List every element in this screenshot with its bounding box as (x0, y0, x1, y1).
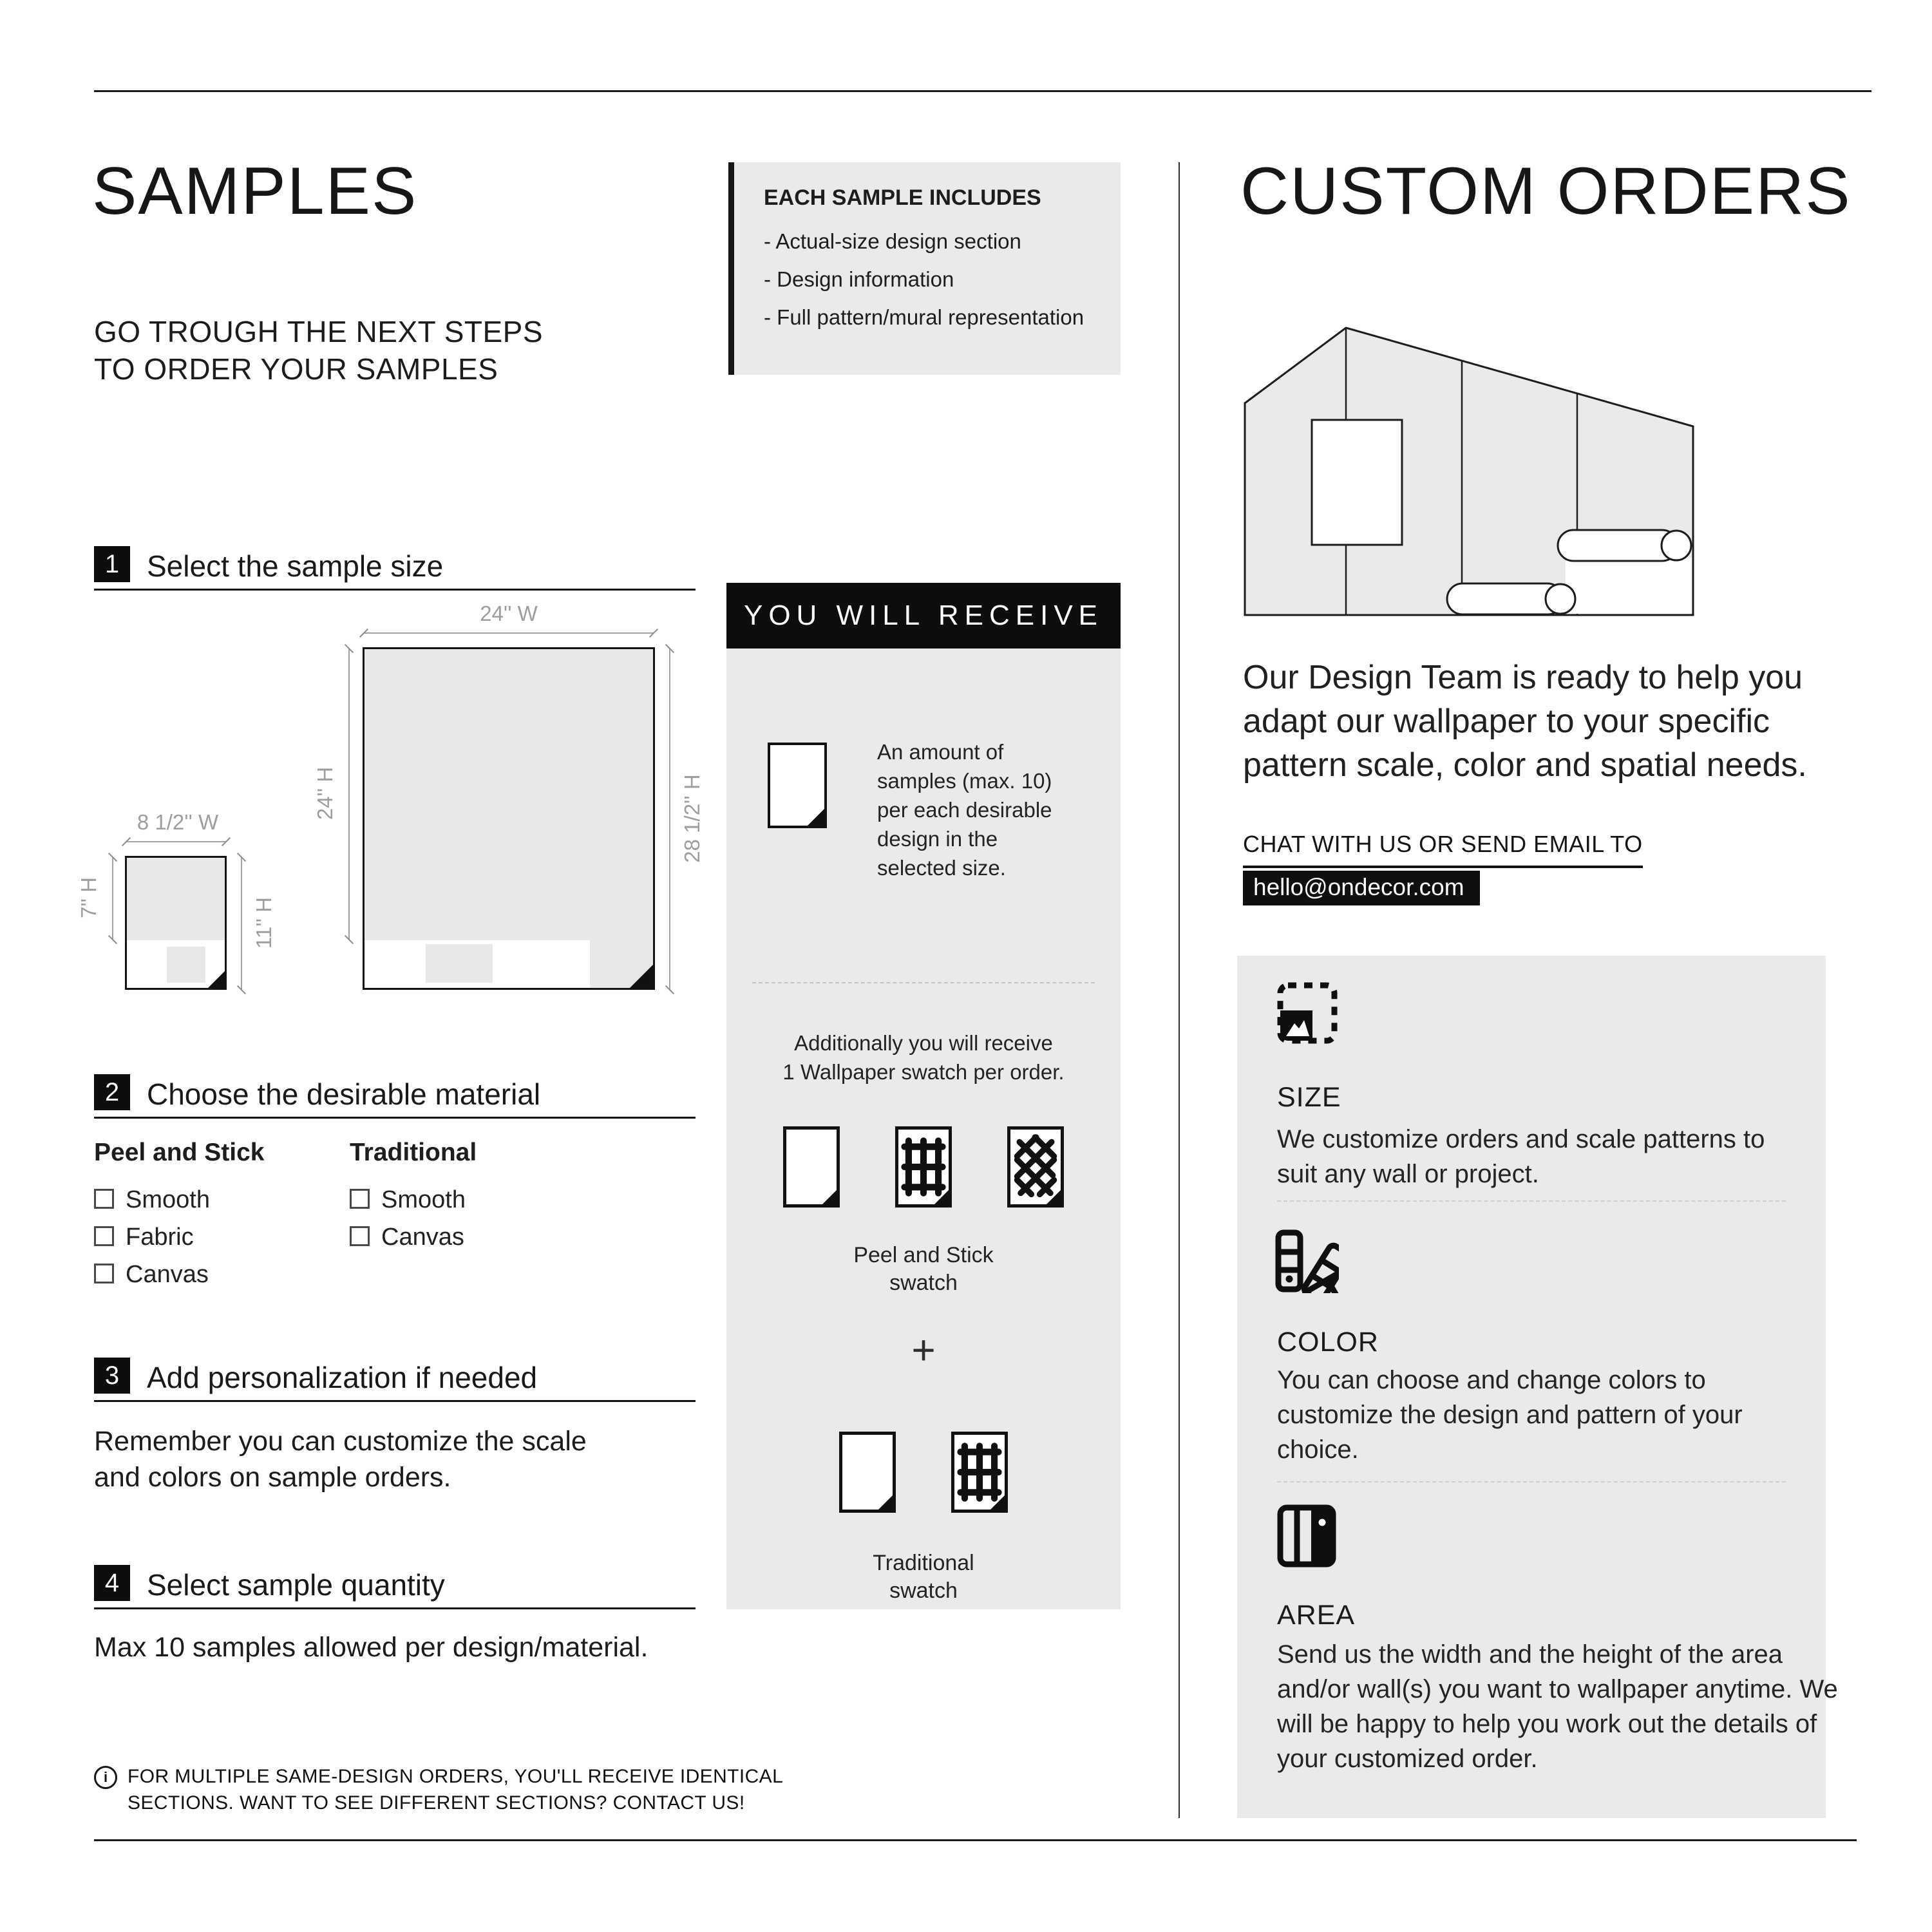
small-right-dim-line (241, 857, 242, 990)
note-line1: FOR MULTIPLE SAME-DESIGN ORDERS, YOU'LL RECEIVE IDENTICAL (128, 1766, 784, 1787)
custom-orders-title: CUSTOM ORDERS (1240, 154, 1852, 229)
samples-intro-line2: TO ORDER YOUR SAMPLES (94, 352, 498, 386)
step-4-header (94, 1565, 696, 1609)
step-3-text-line1: Remember you can customize the scale (94, 1426, 587, 1457)
email-address[interactable]: hello@ondecor.com (1243, 871, 1480, 905)
blank-swatch-icon (783, 1126, 840, 1208)
checkbox-trad-smooth[interactable] (350, 1189, 370, 1209)
step-3-title: Add personalization if needed (147, 1361, 538, 1394)
large-right-dim-line (669, 649, 670, 990)
step-4-text: Max 10 samples allowed per design/material. (94, 1632, 649, 1663)
large-diagram-inner-square (426, 944, 493, 983)
custom-features-panel (1237, 956, 1838, 1818)
blank-swatch-icon (839, 1432, 896, 1513)
info-icon: i (94, 1766, 117, 1789)
material-option-peel-fabric[interactable] (94, 1218, 264, 1256)
small-diagram-inner-square (167, 947, 205, 983)
traditional-swatch-label1: Traditional (873, 1551, 974, 1575)
dashed-divider (1277, 1200, 1786, 1202)
step-4-title: Select sample quantity (147, 1568, 445, 1602)
small-left-label: 7'' H (77, 877, 100, 918)
step-2-title: Choose the desirable material (147, 1077, 541, 1111)
area-icon (1277, 1504, 1336, 1567)
includes-item: - Full pattern/mural representation (764, 305, 1084, 329)
size-icon (1277, 982, 1338, 1044)
samples-intro-line1: GO TROUGH THE NEXT STEPS (94, 315, 544, 348)
chat-label: CHAT WITH US OR SEND EMAIL TO (1243, 831, 1643, 868)
custom-intro-line3: pattern scale, color and spatial needs. (1243, 746, 1807, 784)
checkbox-trad-canvas[interactable] (350, 1226, 370, 1246)
small-width-label: 8 1/2'' W (137, 810, 219, 834)
grid-swatch-icon (895, 1126, 952, 1208)
bottom-rule (94, 1839, 1857, 1841)
small-left-dim-line (112, 857, 113, 940)
step-1-title: Select the sample size (147, 549, 444, 583)
additional-line1: Additionally you will receive (794, 1031, 1053, 1055)
feature-color-desc: You can choose and change colors to customize the design and pattern of your choice. (1277, 1366, 1743, 1464)
you-will-receive-banner: YOU WILL RECEIVE (726, 583, 1121, 649)
material-peel-column (94, 1139, 264, 1293)
checkbox-peel-smooth[interactable] (94, 1189, 114, 1209)
material-option-trad-smooth[interactable] (350, 1181, 477, 1218)
column-divider (1179, 162, 1180, 1818)
email-row (1243, 871, 1480, 905)
wallpaper-house-illustration (1244, 326, 1694, 617)
feature-area-name: AREA (1277, 1600, 1356, 1631)
checkbox-peel-fabric[interactable] (94, 1226, 114, 1246)
each-sample-includes-box (728, 162, 1121, 375)
step-3-header (94, 1358, 696, 1402)
sample-size-large-diagram (363, 647, 655, 990)
option-label: Fabric (126, 1224, 194, 1251)
custom-intro-line1: Our Design Team is ready to help you (1243, 659, 1803, 696)
material-option-peel-canvas[interactable] (94, 1256, 264, 1293)
material-option-trad-canvas[interactable] (350, 1218, 477, 1256)
includes-item: - Design information (764, 267, 954, 291)
samples-title: SAMPLES (92, 154, 418, 229)
material-option-peel-smooth[interactable] (94, 1181, 264, 1218)
step-4-number-badge: 4 (94, 1565, 130, 1601)
sample-page-icon (768, 743, 827, 828)
plus-sign: + (911, 1327, 936, 1373)
sample-size-small-diagram (125, 856, 227, 990)
step-1-header (94, 546, 696, 591)
note-line2: SECTIONS. WANT TO SEE DIFFERENT SECTIONS? CONTACT US! (128, 1792, 745, 1814)
top-rule (94, 90, 1871, 92)
receive-item-text: An amount of samples (max. 10) per each desirable design in the selected size. (877, 740, 1052, 880)
large-width-dim-line (364, 632, 654, 634)
large-width-label: 24'' W (480, 601, 538, 625)
large-left-dim-line (348, 649, 350, 940)
peel-and-stick-title: Peel and Stick (94, 1139, 265, 1166)
traditional-swatch-label2: swatch (889, 1578, 958, 1603)
step-2-number-badge: 2 (94, 1074, 130, 1110)
small-width-dim-line (126, 841, 226, 842)
large-left-label: 24'' H (313, 766, 337, 820)
receive-panel (726, 649, 1121, 1609)
feature-size-desc: We customize orders and scale patterns to suit any wall or project. (1277, 1125, 1765, 1188)
includes-title: EACH SAMPLE INCLUDES (764, 185, 1041, 210)
option-label: Canvas (381, 1224, 464, 1251)
grid-swatch-icon (951, 1432, 1008, 1513)
peel-swatch-icons-row (726, 1126, 1121, 1208)
feature-area-desc: Send us the width and the height of the area and/or wall(s) you want to wallpaper anytime. We will be happy to help you work out the details of your customized order. (1277, 1640, 1838, 1773)
traditional-swatch-icons-row (726, 1432, 1121, 1513)
step-3-number-badge: 3 (94, 1358, 130, 1394)
step-3-text-line2: and colors on sample orders. (94, 1462, 451, 1493)
checkbox-peel-canvas[interactable] (94, 1264, 114, 1283)
option-label: Smooth (126, 1186, 210, 1213)
traditional-title: Traditional (350, 1139, 477, 1166)
peel-swatch-label1: Peel and Stick (853, 1243, 994, 1267)
dashed-divider (752, 982, 1095, 983)
feature-color-name: COLOR (1277, 1327, 1379, 1358)
large-right-label: 28 1/2'' H (680, 774, 704, 863)
chat-row (1243, 831, 1643, 868)
option-label: Canvas (126, 1261, 209, 1288)
small-right-label: 11'' H (252, 897, 276, 949)
dashed-divider (1277, 1481, 1786, 1482)
includes-item: - Actual-size design section (764, 229, 1021, 253)
option-label: Smooth (381, 1186, 466, 1213)
color-icon (1274, 1229, 1339, 1293)
feature-size-name: SIZE (1277, 1082, 1341, 1113)
step-2-header (94, 1074, 696, 1119)
material-traditional-column (350, 1139, 477, 1256)
peel-swatch-label2: swatch (889, 1271, 958, 1295)
step-1-number-badge: 1 (94, 546, 130, 582)
custom-intro-line2: adapt our wallpaper to your specific (1243, 703, 1770, 740)
lattice-swatch-icon (1007, 1126, 1064, 1208)
additional-line2: 1 Wallpaper swatch per order. (782, 1060, 1065, 1084)
